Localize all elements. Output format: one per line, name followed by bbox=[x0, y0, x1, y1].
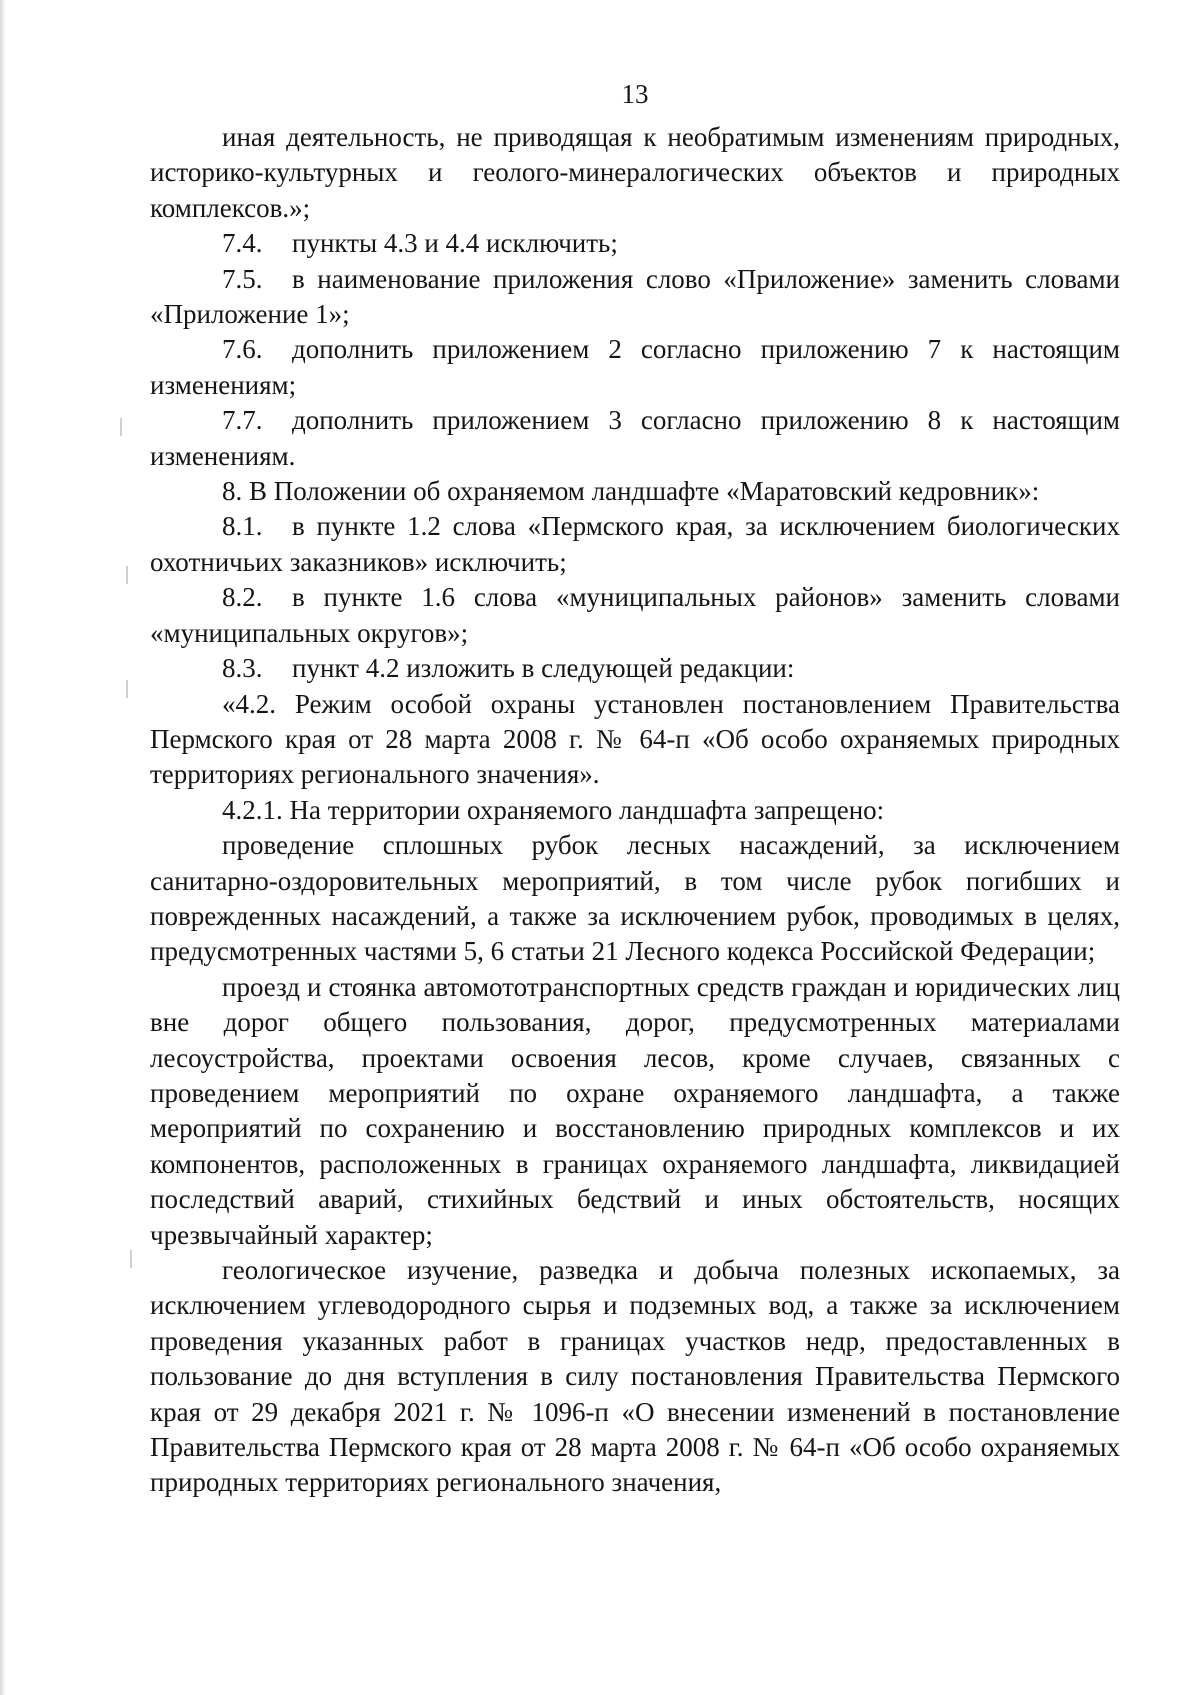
clause-number: 7.4. bbox=[222, 228, 263, 259]
paragraph bbox=[150, 226, 1120, 261]
paragraph-text: геологическое изучение, разведка и добыча полезных ископаемых, за исключением углеводородного сырья и подземных вод, а также за исключением проведения указанных работ в границах участков недр, предоставленных в пользование до дня вступления в силу постановления Правительства Пермского края от 29 декабря 2021 г. № 1096-п «О внесении изменений в постановление Правительства Пермского края от 28 марта 2008 г. № 64-п «Об особо охраняемых природных территориях регионального значения, bbox=[150, 1255, 1120, 1498]
scan-artifact bbox=[120, 418, 122, 436]
paragraph bbox=[150, 793, 1120, 828]
scan-artifact bbox=[126, 680, 128, 698]
clause-number: 8.1. bbox=[222, 511, 263, 542]
paragraph bbox=[150, 120, 1120, 226]
paragraph bbox=[150, 1253, 1120, 1501]
paragraph bbox=[150, 651, 1120, 686]
document-text bbox=[150, 120, 1120, 1501]
paragraph-text: в наименование приложения слово «Приложение» заменить словами «Приложение 1»; bbox=[150, 263, 1120, 330]
clause-number: 7.5. bbox=[222, 263, 263, 294]
paragraph bbox=[150, 970, 1120, 1253]
clause-number: 8.2. bbox=[222, 582, 263, 613]
paragraph-text: пункты 4.3 и 4.4 исключить; bbox=[292, 228, 618, 259]
paragraph-text: 8. В Положении об охраняемом ландшафте «Маратовский кедровник»: bbox=[222, 476, 1040, 507]
scan-artifact bbox=[130, 1250, 132, 1268]
paragraph-text: пункт 4.2 изложить в следующей редакции: bbox=[292, 653, 795, 684]
paragraph-text: проведение сплошных рубок лесных насаждений, за исключением санитарно-оздоровительных мероприятий, в том числе рубок погибших и поврежденных насаждений, а также за исключением рубок, проводимых в целях, предусмотренных частями 5, 6 статьи 21 Лесного кодекса Российской Федерации; bbox=[150, 830, 1120, 967]
scan-edge bbox=[0, 0, 6, 1695]
paragraph-text: «4.2. Режим особой охраны установлен постановлением Правительства Пермского края от 28 марта 2008 г. № 64-п «Об особо охраняемых природных территориях регионального значения». bbox=[150, 688, 1120, 790]
paragraph-text: иная деятельность, не приводящая к необратимым изменениям природных, историко-культурных и геолого-минералогических объектов и природных комплексов.»; bbox=[150, 122, 1120, 223]
clause-number: 7.6. bbox=[222, 334, 263, 365]
paragraph bbox=[150, 687, 1120, 793]
paragraph bbox=[150, 509, 1120, 580]
paragraph-text: в пункте 1.6 слова «муниципальных районов» заменить словами «муниципальных округов»; bbox=[150, 582, 1120, 648]
paragraph bbox=[150, 580, 1120, 651]
scan-artifact bbox=[126, 566, 128, 584]
paragraph bbox=[150, 403, 1120, 474]
paragraph-text: проезд и стоянка автомототранспортных средств граждан и юридических лиц вне дорог общего пользования, дорог, предусмотренных материалами лесоустройства, проектами освоения лесов, кроме случаев, связанных с проведением мероприятий по охране охраняемого ландшафта, а также мероприятий по сохранению и восстановлению природных комплексов и их компонентов, расположенных в границах охраняемого ландшафта, ликвидацией последствий аварий, стихийных бедствий и иных обстоятельств, носящих чрезвычайный характер; bbox=[150, 971, 1120, 1250]
clause-number: 8.3. bbox=[222, 653, 263, 684]
paragraph bbox=[150, 474, 1120, 509]
paragraph bbox=[150, 828, 1120, 970]
paragraph-text: дополнить приложением 3 согласно приложению 8 к настоящим изменениям. bbox=[150, 405, 1120, 471]
clause-number: 7.7. bbox=[222, 405, 263, 436]
paragraph bbox=[150, 262, 1120, 333]
paragraph bbox=[150, 332, 1120, 403]
paragraph-text: 4.2.1. На территории охраняемого ландшафта запрещено: bbox=[222, 794, 885, 825]
page-number: 13 bbox=[621, 79, 649, 109]
paragraph-text: в пункте 1.2 слова «Пермского края, за исключением биологических охотничьих заказников» исключить; bbox=[150, 511, 1120, 577]
paragraph-text: дополнить приложением 2 согласно приложению 7 к настоящим изменениям; bbox=[150, 334, 1120, 400]
